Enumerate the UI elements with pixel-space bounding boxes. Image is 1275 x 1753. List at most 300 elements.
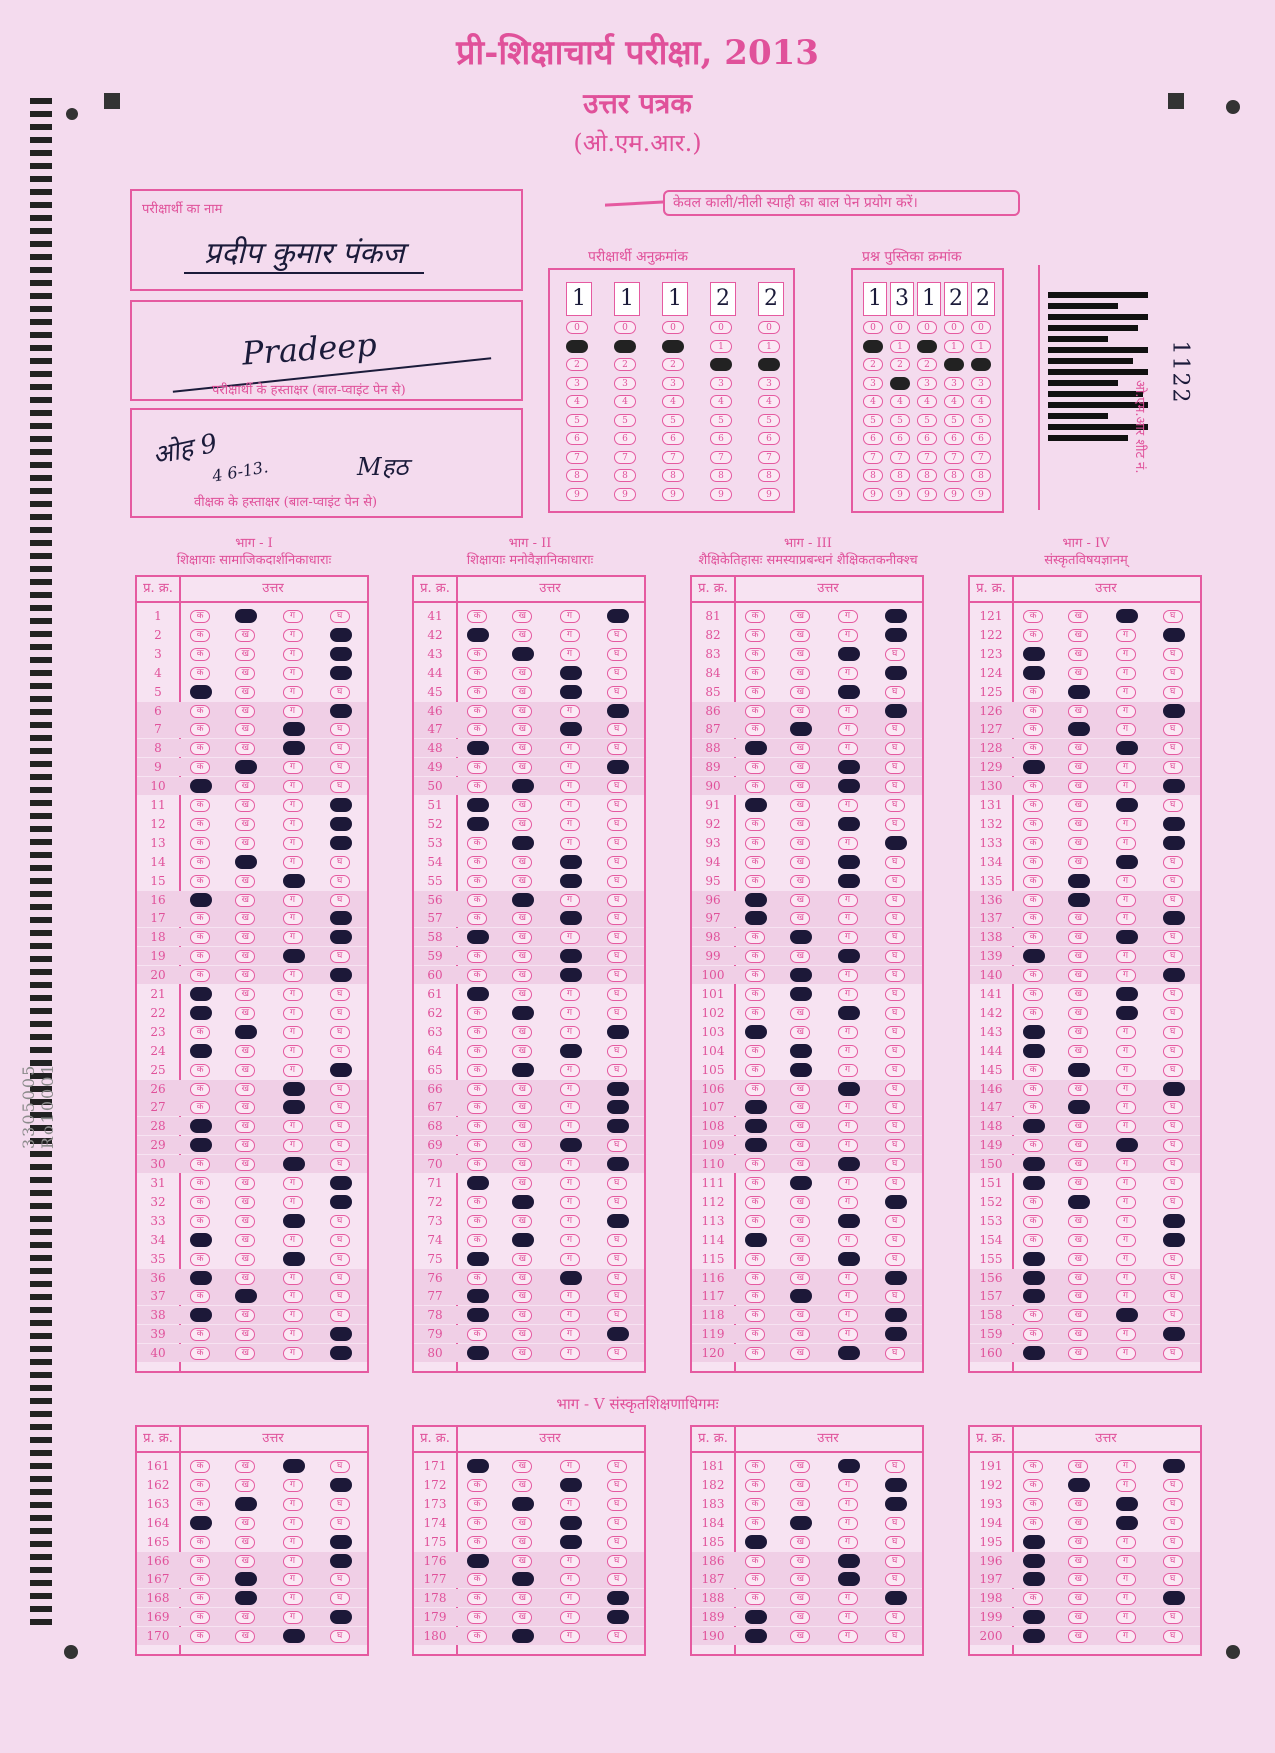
option-bubble-4[interactable] bbox=[1163, 1591, 1185, 1605]
option-bubble-3[interactable]: ग bbox=[838, 1272, 858, 1285]
booklet-bubble-9[interactable]: 9 bbox=[917, 488, 937, 501]
option-bubble-2[interactable] bbox=[235, 1572, 257, 1586]
option-bubble-3[interactable]: ग bbox=[560, 1555, 580, 1568]
option-bubble-2[interactable]: ख bbox=[790, 1196, 810, 1209]
option-bubble-1[interactable]: क bbox=[1023, 1460, 1043, 1473]
option-bubble-2[interactable]: ख bbox=[1068, 1555, 1088, 1568]
option-bubble-3[interactable]: ग bbox=[283, 1120, 303, 1133]
option-bubble-2[interactable]: ख bbox=[790, 761, 810, 774]
option-bubble-2[interactable]: ख bbox=[235, 1139, 255, 1152]
option-bubble-3[interactable]: ग bbox=[560, 1573, 580, 1586]
option-bubble-3[interactable] bbox=[838, 1214, 860, 1228]
roll-bubble-8[interactable]: 8 bbox=[710, 469, 732, 482]
option-bubble-3[interactable]: ग bbox=[1116, 1460, 1136, 1473]
option-bubble-3[interactable]: ग bbox=[1116, 1196, 1136, 1209]
option-bubble-4[interactable]: घ bbox=[1163, 1177, 1183, 1190]
option-bubble-3[interactable] bbox=[283, 1459, 305, 1473]
option-bubble-2[interactable]: ख bbox=[235, 1253, 255, 1266]
option-bubble-2[interactable]: ख bbox=[512, 1309, 532, 1322]
option-bubble-2[interactable]: ख bbox=[235, 648, 255, 661]
roll-bubble-1[interactable] bbox=[614, 340, 636, 353]
option-bubble-1[interactable] bbox=[467, 1554, 489, 1568]
option-bubble-1[interactable]: क bbox=[1023, 723, 1043, 736]
option-bubble-1[interactable]: क bbox=[467, 1139, 487, 1152]
option-bubble-2[interactable]: ख bbox=[1068, 969, 1088, 982]
option-bubble-1[interactable]: क bbox=[467, 1196, 487, 1209]
option-bubble-3[interactable] bbox=[838, 1082, 860, 1096]
roll-bubble-9[interactable]: 9 bbox=[710, 488, 732, 501]
option-bubble-1[interactable]: क bbox=[1023, 686, 1043, 699]
option-bubble-2[interactable]: ख bbox=[512, 1083, 532, 1096]
option-bubble-1[interactable]: क bbox=[745, 1309, 765, 1322]
option-bubble-1[interactable]: क bbox=[190, 1555, 210, 1568]
option-bubble-2[interactable]: ख bbox=[235, 629, 255, 642]
option-bubble-1[interactable]: क bbox=[745, 875, 765, 888]
option-bubble-2[interactable]: ख bbox=[1068, 856, 1088, 869]
option-bubble-3[interactable]: ग bbox=[560, 1234, 580, 1247]
booklet-bubble-2[interactable]: 2 bbox=[917, 358, 937, 371]
option-bubble-3[interactable]: ग bbox=[283, 1196, 303, 1209]
option-bubble-1[interactable]: क bbox=[190, 950, 210, 963]
option-bubble-2[interactable]: ख bbox=[235, 780, 255, 793]
roll-bubble-6[interactable]: 6 bbox=[758, 432, 780, 445]
option-bubble-1[interactable]: क bbox=[190, 1630, 210, 1643]
roll-bubble-8[interactable]: 8 bbox=[662, 469, 684, 482]
option-bubble-4[interactable]: घ bbox=[330, 1045, 350, 1058]
option-bubble-2[interactable]: ख bbox=[1068, 1177, 1088, 1190]
option-bubble-2[interactable]: ख bbox=[1068, 988, 1088, 1001]
option-bubble-1[interactable] bbox=[190, 1516, 212, 1530]
option-bubble-4[interactable] bbox=[885, 1327, 907, 1341]
option-bubble-1[interactable]: क bbox=[467, 1630, 487, 1643]
option-bubble-2[interactable]: ख bbox=[235, 705, 255, 718]
option-bubble-3[interactable]: ग bbox=[1116, 1328, 1136, 1341]
roll-bubble-4[interactable]: 4 bbox=[710, 395, 732, 408]
option-bubble-2[interactable]: ख bbox=[512, 705, 532, 718]
roll-bubble-8[interactable]: 8 bbox=[566, 469, 588, 482]
booklet-bubble-8[interactable]: 8 bbox=[917, 469, 937, 482]
option-bubble-2[interactable]: ख bbox=[512, 1592, 532, 1605]
option-bubble-2[interactable]: ख bbox=[1068, 1253, 1088, 1266]
option-bubble-3[interactable]: ग bbox=[283, 1026, 303, 1039]
option-bubble-1[interactable]: क bbox=[745, 969, 765, 982]
option-bubble-4[interactable]: घ bbox=[607, 1460, 627, 1473]
option-bubble-2[interactable]: ख bbox=[235, 1517, 255, 1530]
option-bubble-3[interactable] bbox=[560, 1271, 582, 1285]
option-bubble-3[interactable] bbox=[838, 1157, 860, 1171]
option-bubble-2[interactable]: ख bbox=[512, 667, 532, 680]
option-bubble-2[interactable] bbox=[790, 1516, 812, 1530]
option-bubble-3[interactable]: ग bbox=[1116, 648, 1136, 661]
option-bubble-1[interactable] bbox=[1023, 666, 1045, 680]
option-bubble-1[interactable]: क bbox=[1023, 1309, 1043, 1322]
option-bubble-1[interactable]: क bbox=[467, 1120, 487, 1133]
option-bubble-4[interactable] bbox=[885, 704, 907, 718]
option-bubble-2[interactable]: ख bbox=[235, 818, 255, 831]
option-bubble-3[interactable]: ग bbox=[1116, 761, 1136, 774]
option-bubble-2[interactable]: ख bbox=[512, 1045, 532, 1058]
option-bubble-3[interactable]: ग bbox=[560, 799, 580, 812]
option-bubble-1[interactable] bbox=[1023, 1289, 1045, 1303]
option-bubble-1[interactable]: क bbox=[190, 705, 210, 718]
option-bubble-4[interactable]: घ bbox=[885, 1234, 905, 1247]
option-bubble-3[interactable]: ग bbox=[560, 988, 580, 1001]
option-bubble-3[interactable] bbox=[283, 1252, 305, 1266]
option-bubble-1[interactable]: क bbox=[745, 1158, 765, 1171]
option-bubble-1[interactable]: क bbox=[745, 1083, 765, 1096]
option-bubble-4[interactable]: घ bbox=[885, 1026, 905, 1039]
option-bubble-1[interactable]: क bbox=[467, 969, 487, 982]
option-bubble-4[interactable]: घ bbox=[885, 1555, 905, 1568]
option-bubble-4[interactable]: घ bbox=[607, 780, 627, 793]
option-bubble-2[interactable] bbox=[1068, 1063, 1090, 1077]
option-bubble-1[interactable]: क bbox=[190, 1290, 210, 1303]
roll-bubble-2[interactable] bbox=[710, 358, 732, 371]
option-bubble-3[interactable]: ग bbox=[560, 761, 580, 774]
option-bubble-2[interactable]: ख bbox=[235, 1007, 255, 1020]
option-bubble-4[interactable]: घ bbox=[885, 1630, 905, 1643]
option-bubble-2[interactable]: ख bbox=[790, 1573, 810, 1586]
option-bubble-2[interactable]: ख bbox=[790, 1347, 810, 1360]
option-bubble-3[interactable]: ग bbox=[283, 648, 303, 661]
option-bubble-2[interactable]: ख bbox=[235, 1120, 255, 1133]
booklet-bubble-5[interactable]: 5 bbox=[863, 414, 883, 427]
option-bubble-1[interactable]: क bbox=[1023, 1083, 1043, 1096]
option-bubble-4[interactable] bbox=[1163, 1327, 1185, 1341]
option-bubble-2[interactable]: ख bbox=[1068, 1592, 1088, 1605]
option-bubble-1[interactable] bbox=[190, 685, 212, 699]
option-bubble-3[interactable] bbox=[838, 949, 860, 963]
option-bubble-1[interactable]: क bbox=[745, 667, 765, 680]
option-bubble-4[interactable]: घ bbox=[330, 1460, 350, 1473]
option-bubble-1[interactable]: क bbox=[190, 1573, 210, 1586]
option-bubble-3[interactable]: ग bbox=[1116, 1290, 1136, 1303]
option-bubble-3[interactable]: ग bbox=[283, 1479, 303, 1492]
option-bubble-1[interactable] bbox=[1023, 760, 1045, 774]
option-bubble-1[interactable]: क bbox=[1023, 1196, 1043, 1209]
option-bubble-1[interactable]: क bbox=[190, 1064, 210, 1077]
option-bubble-3[interactable]: ग bbox=[1116, 1064, 1136, 1077]
roll-bubble-0[interactable]: 0 bbox=[614, 321, 636, 334]
option-bubble-1[interactable]: क bbox=[1023, 1215, 1043, 1228]
roll-bubble-3[interactable]: 3 bbox=[710, 377, 732, 390]
option-bubble-3[interactable]: ग bbox=[283, 1139, 303, 1152]
option-bubble-4[interactable]: घ bbox=[607, 1045, 627, 1058]
option-bubble-4[interactable] bbox=[330, 817, 352, 831]
option-bubble-1[interactable]: क bbox=[467, 1083, 487, 1096]
option-bubble-4[interactable]: घ bbox=[607, 1253, 627, 1266]
option-bubble-1[interactable]: क bbox=[190, 1328, 210, 1341]
option-bubble-3[interactable]: ग bbox=[560, 629, 580, 642]
option-bubble-1[interactable]: क bbox=[745, 648, 765, 661]
booklet-bubble-4[interactable]: 4 bbox=[944, 395, 964, 408]
option-bubble-2[interactable]: ख bbox=[235, 799, 255, 812]
option-bubble-2[interactable]: ख bbox=[512, 1611, 532, 1624]
option-bubble-3[interactable]: ग bbox=[560, 1215, 580, 1228]
option-bubble-2[interactable]: ख bbox=[1068, 1083, 1088, 1096]
option-bubble-3[interactable]: ग bbox=[838, 1479, 858, 1492]
option-bubble-2[interactable]: ख bbox=[235, 1555, 255, 1568]
option-bubble-2[interactable]: ख bbox=[790, 1101, 810, 1114]
option-bubble-3[interactable] bbox=[838, 1252, 860, 1266]
option-bubble-1[interactable]: क bbox=[745, 1517, 765, 1530]
option-bubble-3[interactable] bbox=[838, 1572, 860, 1586]
option-bubble-4[interactable]: घ bbox=[1163, 686, 1183, 699]
option-bubble-2[interactable]: ख bbox=[1068, 1611, 1088, 1624]
option-bubble-1[interactable]: क bbox=[190, 1101, 210, 1114]
roll-bubble-6[interactable]: 6 bbox=[662, 432, 684, 445]
option-bubble-4[interactable]: घ bbox=[1163, 723, 1183, 736]
option-bubble-1[interactable]: क bbox=[1023, 818, 1043, 831]
option-bubble-4[interactable]: घ bbox=[330, 610, 350, 623]
option-bubble-2[interactable] bbox=[512, 893, 534, 907]
option-bubble-2[interactable]: ख bbox=[512, 988, 532, 1001]
option-bubble-1[interactable] bbox=[745, 1610, 767, 1624]
option-bubble-4[interactable] bbox=[1163, 1214, 1185, 1228]
option-bubble-2[interactable]: ख bbox=[512, 818, 532, 831]
option-bubble-4[interactable]: घ bbox=[885, 1083, 905, 1096]
option-bubble-1[interactable]: क bbox=[190, 856, 210, 869]
option-bubble-1[interactable] bbox=[467, 817, 489, 831]
option-bubble-3[interactable]: ग bbox=[838, 931, 858, 944]
option-bubble-2[interactable]: ख bbox=[1068, 610, 1088, 623]
roll-bubble-7[interactable]: 7 bbox=[614, 451, 636, 464]
option-bubble-2[interactable]: ख bbox=[1068, 799, 1088, 812]
option-bubble-4[interactable] bbox=[330, 1346, 352, 1360]
option-bubble-4[interactable]: घ bbox=[885, 856, 905, 869]
option-bubble-3[interactable] bbox=[1116, 1006, 1138, 1020]
booklet-bubble-9[interactable]: 9 bbox=[863, 488, 883, 501]
option-bubble-1[interactable]: क bbox=[190, 1347, 210, 1360]
option-bubble-2[interactable]: ख bbox=[235, 686, 255, 699]
option-bubble-4[interactable]: घ bbox=[885, 875, 905, 888]
option-bubble-2[interactable]: ख bbox=[235, 912, 255, 925]
option-bubble-3[interactable]: ग bbox=[1116, 629, 1136, 642]
option-bubble-2[interactable]: ख bbox=[1068, 1347, 1088, 1360]
option-bubble-3[interactable]: ग bbox=[1116, 723, 1136, 736]
option-bubble-1[interactable]: क bbox=[1023, 799, 1043, 812]
option-bubble-4[interactable] bbox=[330, 666, 352, 680]
option-bubble-1[interactable]: क bbox=[1023, 1101, 1043, 1114]
option-bubble-3[interactable]: ग bbox=[838, 1592, 858, 1605]
option-bubble-1[interactable]: क bbox=[190, 818, 210, 831]
option-bubble-3[interactable]: ग bbox=[1116, 818, 1136, 831]
roll-bubble-1[interactable]: 1 bbox=[758, 340, 780, 353]
roll-bubble-7[interactable]: 7 bbox=[758, 451, 780, 464]
option-bubble-1[interactable]: क bbox=[190, 1158, 210, 1171]
option-bubble-4[interactable] bbox=[607, 704, 629, 718]
option-bubble-4[interactable]: घ bbox=[607, 1536, 627, 1549]
option-bubble-2[interactable]: ख bbox=[235, 931, 255, 944]
roll-bubble-8[interactable]: 8 bbox=[758, 469, 780, 482]
option-bubble-3[interactable]: ग bbox=[560, 1630, 580, 1643]
option-bubble-4[interactable]: घ bbox=[1163, 610, 1183, 623]
option-bubble-4[interactable]: घ bbox=[330, 1234, 350, 1247]
option-bubble-3[interactable]: ग bbox=[283, 761, 303, 774]
option-bubble-4[interactable]: घ bbox=[1163, 799, 1183, 812]
option-bubble-3[interactable]: ग bbox=[283, 1536, 303, 1549]
option-bubble-1[interactable]: क bbox=[1023, 1592, 1043, 1605]
option-bubble-3[interactable] bbox=[838, 760, 860, 774]
option-bubble-1[interactable]: क bbox=[190, 1498, 210, 1511]
option-bubble-2[interactable]: ख bbox=[512, 1328, 532, 1341]
option-bubble-4[interactable] bbox=[1163, 1233, 1185, 1247]
option-bubble-4[interactable]: घ bbox=[1163, 648, 1183, 661]
option-bubble-3[interactable]: ग bbox=[1116, 667, 1136, 680]
option-bubble-2[interactable]: ख bbox=[790, 950, 810, 963]
option-bubble-2[interactable]: ख bbox=[512, 1158, 532, 1171]
option-bubble-4[interactable]: घ bbox=[330, 1253, 350, 1266]
option-bubble-2[interactable]: ख bbox=[1068, 648, 1088, 661]
option-bubble-1[interactable]: क bbox=[1023, 988, 1043, 1001]
option-bubble-2[interactable]: ख bbox=[790, 1120, 810, 1133]
option-bubble-3[interactable] bbox=[838, 647, 860, 661]
booklet-bubble-1[interactable]: 1 bbox=[944, 340, 964, 353]
option-bubble-1[interactable] bbox=[745, 741, 767, 755]
option-bubble-3[interactable]: ग bbox=[1116, 1479, 1136, 1492]
option-bubble-1[interactable]: क bbox=[467, 912, 487, 925]
booklet-bubble-4[interactable]: 4 bbox=[971, 395, 991, 408]
option-bubble-3[interactable]: ग bbox=[838, 799, 858, 812]
option-bubble-1[interactable]: क bbox=[190, 837, 210, 850]
option-bubble-4[interactable] bbox=[1163, 779, 1185, 793]
option-bubble-4[interactable] bbox=[330, 930, 352, 944]
option-bubble-4[interactable]: घ bbox=[885, 1064, 905, 1077]
option-bubble-3[interactable] bbox=[838, 1006, 860, 1020]
option-bubble-4[interactable] bbox=[885, 1308, 907, 1322]
option-bubble-1[interactable]: क bbox=[1023, 856, 1043, 869]
roll-bubble-1[interactable] bbox=[566, 340, 588, 353]
option-bubble-1[interactable] bbox=[745, 1119, 767, 1133]
option-bubble-3[interactable]: ग bbox=[838, 894, 858, 907]
option-bubble-1[interactable] bbox=[1023, 1346, 1045, 1360]
option-bubble-3[interactable]: ग bbox=[560, 894, 580, 907]
option-bubble-1[interactable]: क bbox=[745, 818, 765, 831]
option-bubble-2[interactable]: ख bbox=[235, 667, 255, 680]
option-bubble-1[interactable]: क bbox=[190, 1026, 210, 1039]
option-bubble-1[interactable]: क bbox=[745, 1479, 765, 1492]
option-bubble-3[interactable] bbox=[838, 874, 860, 888]
option-bubble-1[interactable]: क bbox=[190, 667, 210, 680]
roll-bubble-9[interactable]: 9 bbox=[614, 488, 636, 501]
option-bubble-2[interactable]: ख bbox=[1068, 629, 1088, 642]
option-bubble-1[interactable] bbox=[1023, 647, 1045, 661]
option-bubble-3[interactable] bbox=[560, 1478, 582, 1492]
option-bubble-1[interactable] bbox=[190, 1233, 212, 1247]
option-bubble-1[interactable] bbox=[1023, 1119, 1045, 1133]
option-bubble-2[interactable]: ख bbox=[235, 1347, 255, 1360]
booklet-bubble-8[interactable]: 8 bbox=[971, 469, 991, 482]
option-bubble-2[interactable]: ख bbox=[790, 1479, 810, 1492]
option-bubble-1[interactable]: क bbox=[745, 610, 765, 623]
option-bubble-2[interactable]: ख bbox=[1068, 1139, 1088, 1152]
option-bubble-4[interactable]: घ bbox=[1163, 1479, 1183, 1492]
option-bubble-3[interactable]: ग bbox=[838, 1536, 858, 1549]
option-bubble-2[interactable]: ख bbox=[235, 1101, 255, 1114]
option-bubble-4[interactable]: घ bbox=[330, 1120, 350, 1133]
option-bubble-3[interactable]: ग bbox=[838, 912, 858, 925]
option-bubble-2[interactable]: ख bbox=[1068, 931, 1088, 944]
option-bubble-4[interactable]: घ bbox=[330, 686, 350, 699]
option-bubble-4[interactable]: घ bbox=[607, 1290, 627, 1303]
option-bubble-3[interactable] bbox=[838, 779, 860, 793]
option-bubble-3[interactable]: ग bbox=[838, 1064, 858, 1077]
option-bubble-3[interactable]: ग bbox=[283, 1328, 303, 1341]
option-bubble-2[interactable]: ख bbox=[790, 610, 810, 623]
option-bubble-4[interactable]: घ bbox=[607, 837, 627, 850]
option-bubble-1[interactable]: क bbox=[190, 1215, 210, 1228]
roll-bubble-0[interactable]: 0 bbox=[566, 321, 588, 334]
option-bubble-1[interactable]: क bbox=[467, 1064, 487, 1077]
option-bubble-3[interactable]: ग bbox=[560, 1253, 580, 1266]
option-bubble-4[interactable]: घ bbox=[607, 742, 627, 755]
option-bubble-3[interactable]: ग bbox=[1116, 1083, 1136, 1096]
option-bubble-2[interactable] bbox=[512, 1195, 534, 1209]
option-bubble-4[interactable] bbox=[607, 1327, 629, 1341]
option-bubble-4[interactable]: घ bbox=[1163, 950, 1183, 963]
option-bubble-3[interactable]: ग bbox=[283, 969, 303, 982]
option-bubble-3[interactable] bbox=[1116, 930, 1138, 944]
option-bubble-3[interactable]: ग bbox=[1116, 969, 1136, 982]
roll-bubble-5[interactable]: 5 bbox=[710, 414, 732, 427]
option-bubble-4[interactable]: घ bbox=[607, 1139, 627, 1152]
option-bubble-3[interactable]: ग bbox=[838, 1139, 858, 1152]
option-bubble-1[interactable]: क bbox=[190, 1460, 210, 1473]
option-bubble-1[interactable] bbox=[467, 1176, 489, 1190]
option-bubble-4[interactable]: घ bbox=[1163, 1272, 1183, 1285]
option-bubble-4[interactable] bbox=[607, 1082, 629, 1096]
booklet-bubble-3[interactable]: 3 bbox=[917, 377, 937, 390]
option-bubble-2[interactable]: ख bbox=[790, 1460, 810, 1473]
option-bubble-2[interactable]: ख bbox=[512, 1555, 532, 1568]
option-bubble-1[interactable] bbox=[190, 1006, 212, 1020]
option-bubble-2[interactable]: ख bbox=[1068, 1215, 1088, 1228]
option-bubble-3[interactable]: ग bbox=[283, 610, 303, 623]
option-bubble-4[interactable]: घ bbox=[1163, 856, 1183, 869]
option-bubble-2[interactable]: ख bbox=[790, 1630, 810, 1643]
option-bubble-2[interactable]: ख bbox=[235, 1045, 255, 1058]
option-bubble-1[interactable]: क bbox=[1023, 610, 1043, 623]
option-bubble-3[interactable]: ग bbox=[283, 799, 303, 812]
booklet-bubble-3[interactable]: 3 bbox=[971, 377, 991, 390]
option-bubble-4[interactable]: घ bbox=[330, 1026, 350, 1039]
option-bubble-4[interactable] bbox=[330, 628, 352, 642]
option-bubble-3[interactable]: ग bbox=[283, 1045, 303, 1058]
option-bubble-1[interactable]: क bbox=[745, 988, 765, 1001]
option-bubble-4[interactable]: घ bbox=[330, 875, 350, 888]
option-bubble-4[interactable]: घ bbox=[607, 931, 627, 944]
option-bubble-3[interactable]: ग bbox=[560, 1290, 580, 1303]
booklet-bubble-0[interactable]: 0 bbox=[944, 321, 964, 334]
option-bubble-1[interactable] bbox=[467, 628, 489, 642]
booklet-bubble-2[interactable]: 2 bbox=[890, 358, 910, 371]
option-bubble-3[interactable] bbox=[560, 685, 582, 699]
option-bubble-4[interactable]: घ bbox=[885, 1347, 905, 1360]
option-bubble-1[interactable] bbox=[467, 1308, 489, 1322]
roll-bubble-3[interactable]: 3 bbox=[614, 377, 636, 390]
option-bubble-2[interactable]: ख bbox=[235, 875, 255, 888]
booklet-bubble-3[interactable]: 3 bbox=[863, 377, 883, 390]
option-bubble-3[interactable] bbox=[1116, 609, 1138, 623]
option-bubble-2[interactable]: ख bbox=[512, 1347, 532, 1360]
option-bubble-1[interactable] bbox=[745, 798, 767, 812]
option-bubble-1[interactable]: क bbox=[467, 1215, 487, 1228]
option-bubble-4[interactable]: घ bbox=[885, 969, 905, 982]
option-bubble-3[interactable] bbox=[838, 685, 860, 699]
option-bubble-4[interactable]: घ bbox=[330, 1573, 350, 1586]
option-bubble-4[interactable] bbox=[330, 704, 352, 718]
option-bubble-2[interactable] bbox=[512, 1063, 534, 1077]
